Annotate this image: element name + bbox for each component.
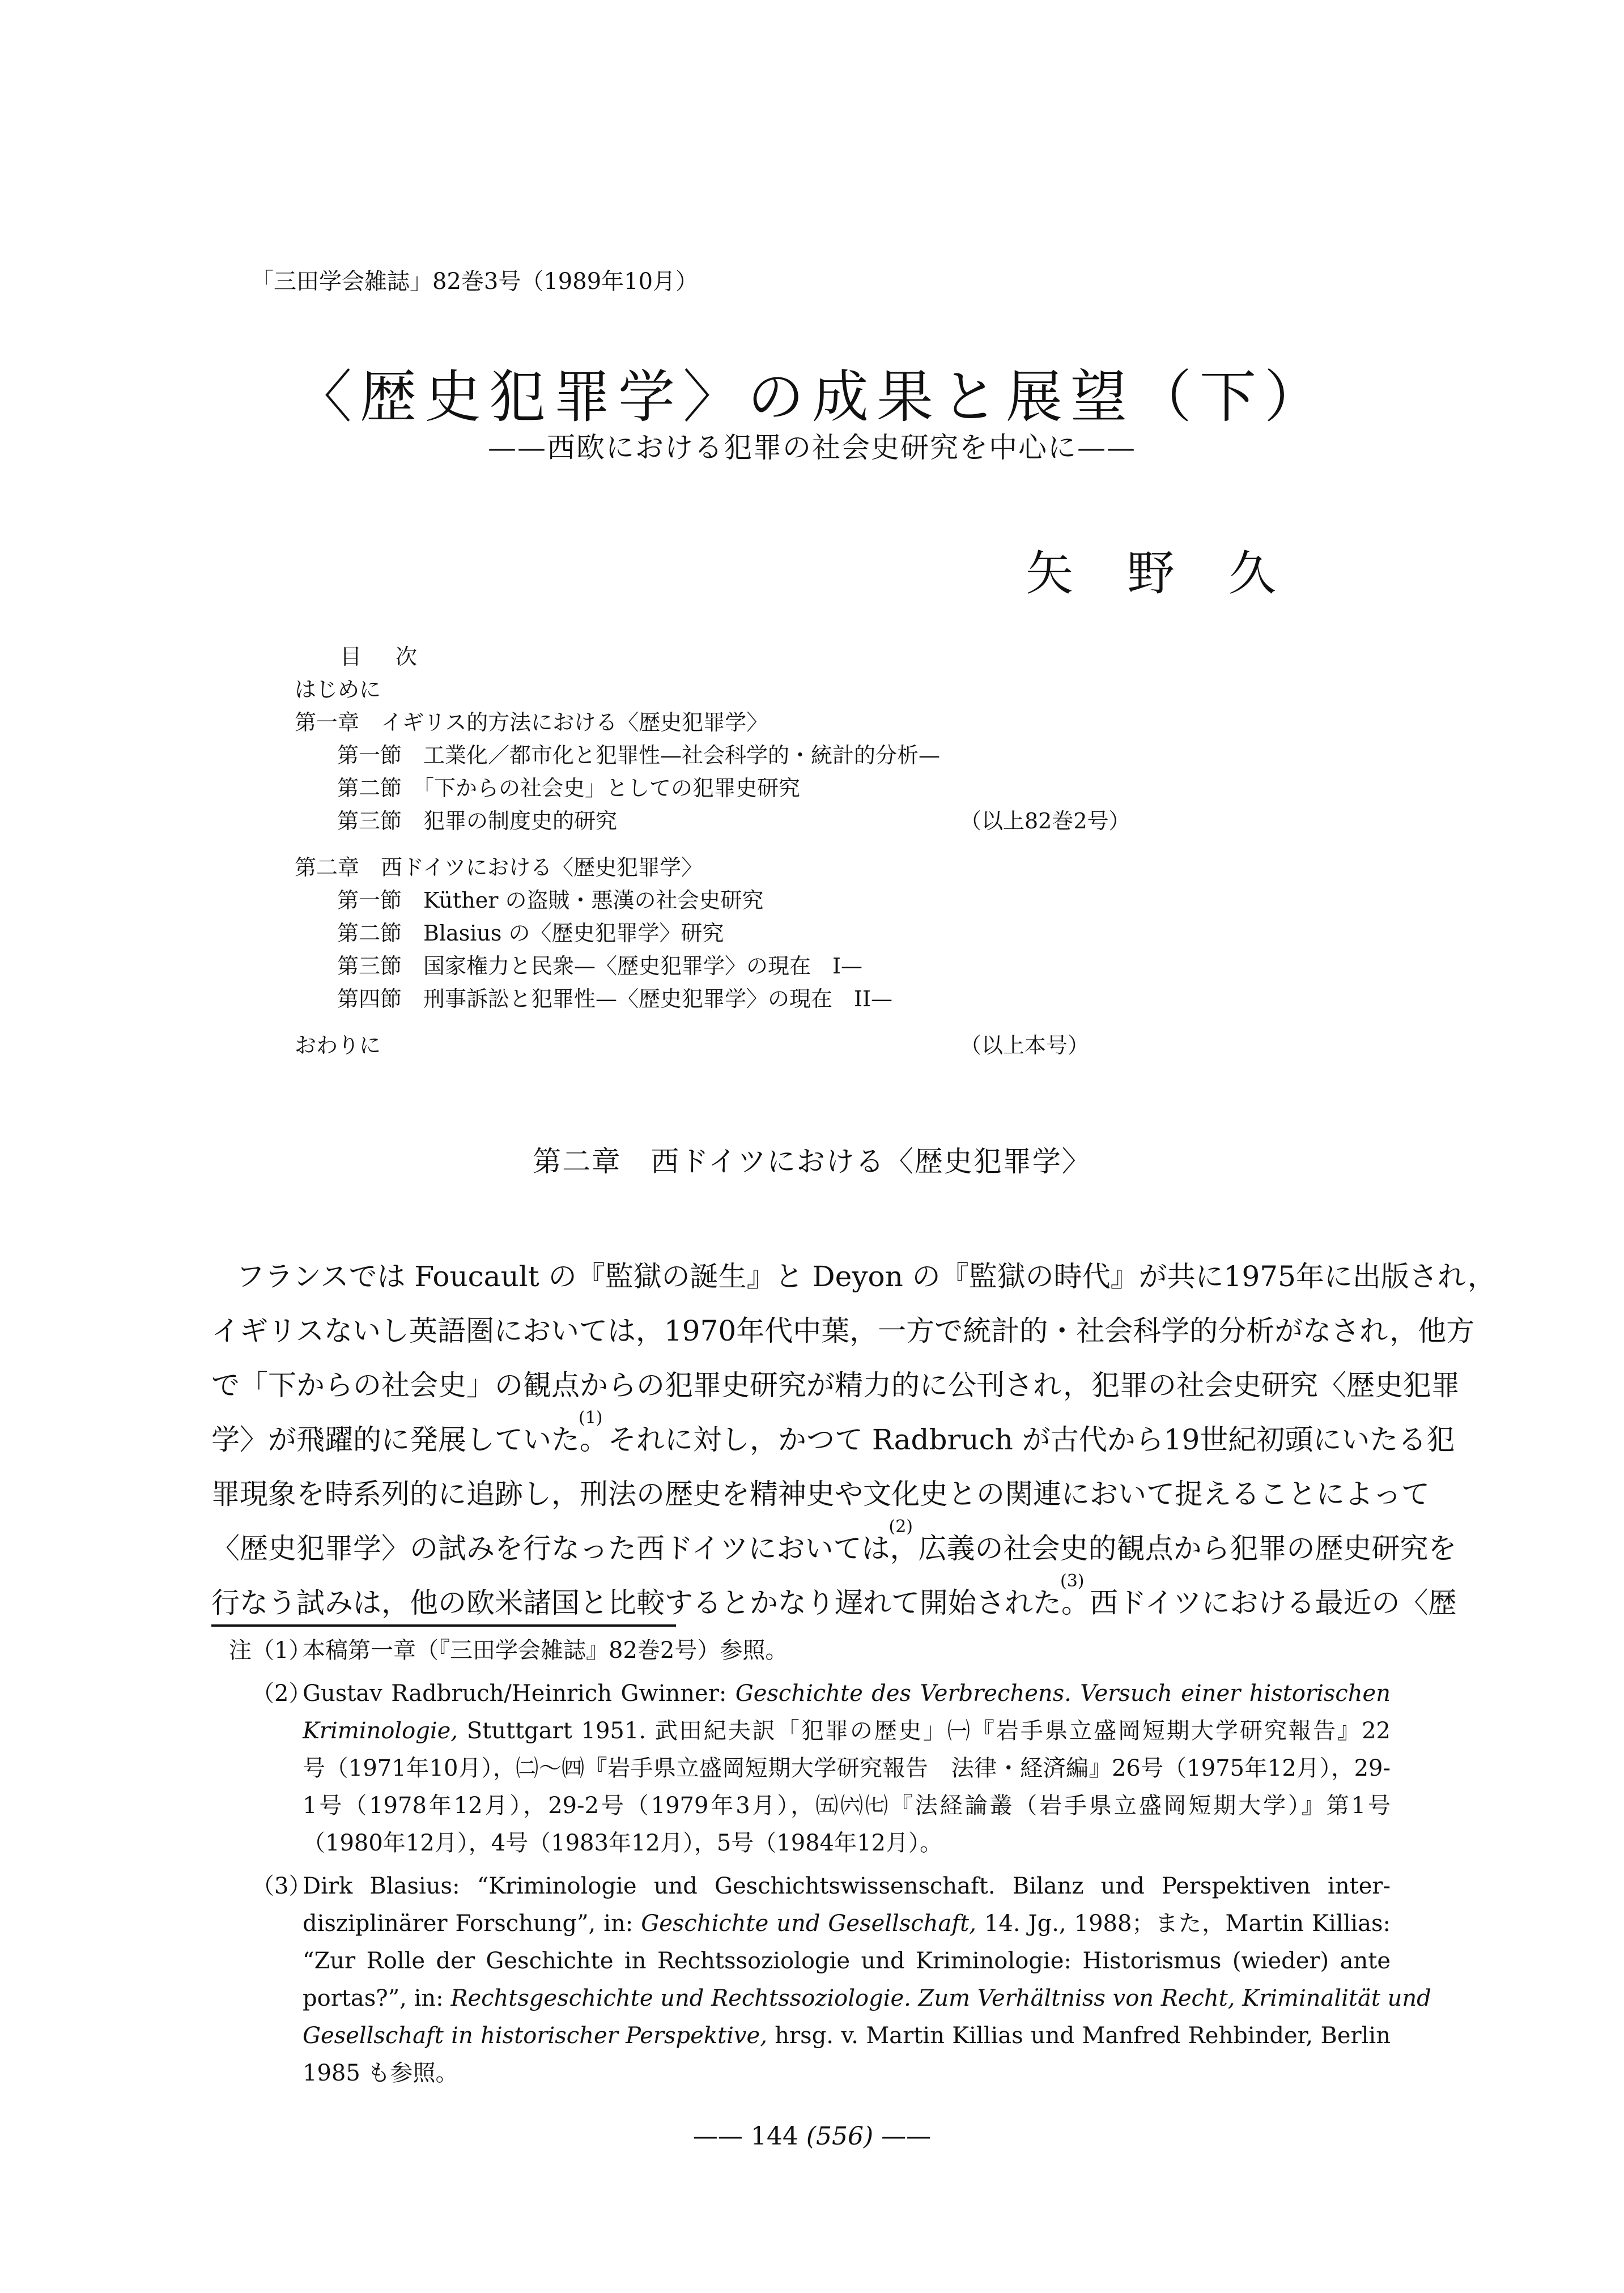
toc-entry bbox=[295, 706, 1145, 739]
footnote-label: （3） bbox=[252, 1873, 312, 1899]
footnote bbox=[229, 1675, 1391, 1862]
toc-entry bbox=[295, 884, 1145, 917]
article-subtitle: ——西欧における犯罪の社会史研究を中心に—— bbox=[488, 431, 1136, 464]
toc-entry-label: 第一節 Küther の盗賊・悪漢の社会史研究 bbox=[337, 888, 764, 913]
toc-entry bbox=[295, 851, 1145, 884]
text-segment: Gustav Radbruch/Heinrich Gwinner: bbox=[303, 1681, 736, 1707]
text-line bbox=[303, 1675, 1391, 1712]
journal-info: 「三田学会雑誌」82巻3号（1989年10月） bbox=[251, 269, 699, 295]
text-segment: 行なう試みは，他の欧米諸国と比較するとかなり遅れて開始された。 bbox=[211, 1586, 1090, 1619]
toc-entry-label: 第二章 西ドイツにおける〈歴史犯罪学〉 bbox=[295, 855, 703, 880]
page-dash-left: —— bbox=[692, 2122, 743, 2151]
text-segment: Rechtsgeschichte und Rechtssoziologie. Zum Verhältniss von Recht, Kriminalität und bbox=[450, 1985, 1431, 2011]
toc-entry bbox=[295, 982, 1145, 1015]
text-segment: portas?”, in: bbox=[303, 1985, 451, 2011]
text-segment: フランスでは Foucault の『監獄の誕生』と Deyon の『監獄の時代』が共に1975年に出版され， bbox=[236, 1260, 1496, 1293]
page-number-value: 144 bbox=[750, 2122, 798, 2151]
toc-entry-label: 第一章 イギリス的方法における〈歴史犯罪学〉 bbox=[295, 710, 768, 735]
text-line bbox=[211, 1249, 1496, 1304]
text-segment: で「下からの社会史」の観点からの犯罪史研究が精力的に公刊され，犯罪の社会史研究〈歴史犯罪 bbox=[211, 1369, 1460, 1402]
footnote-divider bbox=[211, 1624, 676, 1627]
text-line bbox=[211, 1467, 1430, 1521]
toc-entry bbox=[295, 950, 1145, 982]
text-segment: Geschichte des Verbrechens. Versuch einer historischen bbox=[735, 1681, 1391, 1707]
toc-entry bbox=[295, 739, 1145, 772]
footnote-label: （2） bbox=[252, 1681, 312, 1707]
text-segment: イギリスないし英語圏においては，1970年代中葉，一方で統計的・社会科学的分析がなされ，他方 bbox=[211, 1314, 1475, 1347]
text-line bbox=[303, 2054, 1391, 2092]
text-line: 行なう試みは，他の欧米諸国と比較するとかなり遅れて開始された。(3)西ドイツにおける最近の〈歴 bbox=[211, 1571, 1457, 1619]
text-segment: Kriminologie, bbox=[303, 1718, 458, 1744]
text-line bbox=[303, 1824, 1391, 1862]
text-line bbox=[211, 1358, 1460, 1413]
text-segment: Gesellschaft in historischer Perspektive, bbox=[303, 2023, 767, 2049]
text-segment: それに対し，かつて Radbruch が古代から19世紀初頭にいたる犯 bbox=[608, 1423, 1455, 1456]
text-line: 学〉が飛躍的に発展していた。(1)それに対し，かつて Radbruch が古代から19世紀初頭にいたる犯 bbox=[211, 1408, 1455, 1456]
text-line bbox=[303, 1787, 1391, 1824]
text-line bbox=[303, 1750, 1391, 1787]
original-page-number: (556) bbox=[806, 2122, 874, 2151]
text-segment: 1985 も参照。 bbox=[303, 2060, 458, 2086]
article-title: 〈歴史犯罪学〉の成果と展望（下） bbox=[295, 364, 1329, 430]
toc-entry-label: 第三節 犯罪の制度史的研究 bbox=[337, 809, 618, 833]
chapter-heading: 第二章 西ドイツにおける〈歴史犯罪学〉 bbox=[533, 1145, 1091, 1178]
text-segment: 西ドイツにおける最近の〈歴 bbox=[1090, 1586, 1457, 1619]
text-line bbox=[303, 1867, 1391, 1905]
text-line bbox=[303, 1632, 1391, 1669]
text-segment: 罪現象を時系列的に追跡し，刑法の歴史を精神史や文化史との関連において捉えることによって bbox=[211, 1478, 1430, 1511]
footnotes bbox=[229, 1632, 1431, 2098]
text-line bbox=[303, 2017, 1391, 2054]
text-line bbox=[303, 1942, 1391, 1980]
table-of-contents bbox=[295, 640, 1145, 1062]
page-dash-right: —— bbox=[881, 2122, 932, 2151]
text-segment: 〈歴史犯罪学〉の試みを行なった西ドイツにおいては， bbox=[211, 1532, 919, 1565]
text-segment: 本稿第一章（『三田学会雑誌』82巻2号）参照。 bbox=[303, 1637, 788, 1664]
text-segment: hrsg. v. Martin Killias und Manfred Rehbinder, Berlin bbox=[767, 2023, 1391, 2049]
toc-entry-label: はじめに bbox=[295, 677, 381, 702]
toc-entry bbox=[295, 673, 1145, 706]
text-segment: 14. Jg., 1988；また，Martin Killias: bbox=[976, 1911, 1391, 1937]
toc-entry bbox=[295, 772, 1145, 805]
toc-volume-note: （以上82巻2号） bbox=[960, 809, 1130, 833]
toc-entry-label: 第二節 「下からの社会史」としての犯罪史研究 bbox=[337, 776, 801, 801]
text-segment: 学〉が飛躍的に発展していた。 bbox=[211, 1423, 608, 1456]
text-line bbox=[303, 1905, 1391, 1942]
text-line bbox=[303, 1980, 1431, 2017]
text-segment: Dirk Blasius: “Kriminologie und Geschichtswissenschaft. Bilanz und Perspektiven inter- bbox=[303, 1873, 1391, 1899]
footnote-label: 注（1） bbox=[229, 1637, 312, 1664]
toc-entry-label: 第二節 Blasius の〈歴史犯罪学〉研究 bbox=[337, 921, 724, 946]
text-line: 〈歴史犯罪学〉の試みを行なった西ドイツにおいては，(2)広義の社会史的観点から犯罪の歴史研究を bbox=[211, 1517, 1457, 1565]
text-segment: Stuttgart 1951. 武田紀夫訳「犯罪の歴史」㈠『岩手県立盛岡短期大学研究報告』22 bbox=[458, 1718, 1391, 1744]
toc-entry bbox=[295, 805, 1145, 837]
text-segment: disziplinärer Forschung”, in: bbox=[303, 1911, 641, 1937]
toc-entry-label: 第一節 工業化／都市化と犯罪性—社会科学的・統計的分析— bbox=[337, 743, 941, 768]
footnote bbox=[229, 1867, 1431, 2092]
toc-entry-label: 第四節 刑事訴訟と犯罪性—〈歴史犯罪学〉の現在 II— bbox=[337, 986, 893, 1011]
text-segment: 号（1971年10月），㈡〜㈣『岩手県立盛岡短期大学研究報告 法律・経済編』26号（1975年12月），29- bbox=[303, 1755, 1391, 1781]
body-text bbox=[211, 1249, 1496, 1630]
toc-entry-label: 第三節 国家権力と民衆—〈歴史犯罪学〉の現在 I— bbox=[337, 954, 863, 979]
toc-entry bbox=[295, 1029, 1145, 1062]
page-number bbox=[0, 2122, 1624, 2151]
text-segment: Geschichte und Gesellschaft, bbox=[641, 1911, 976, 1937]
toc-entry-label: おわりに bbox=[295, 1033, 381, 1058]
author-name: 矢野久 bbox=[1026, 546, 1330, 601]
footnote bbox=[229, 1632, 1391, 1669]
toc-heading: 目次 bbox=[340, 644, 452, 669]
text-line bbox=[303, 1712, 1391, 1750]
toc-volume-note: （以上本号） bbox=[960, 1033, 1090, 1058]
text-line bbox=[211, 1304, 1475, 1358]
text-segment: 1号（1978年12月），29-2号（1979年3月），㈤㈥㈦『法経論叢（岩手県立盛岡短期大学）』第1号 bbox=[303, 1793, 1391, 1819]
toc-entry bbox=[295, 917, 1145, 950]
text-segment: 広義の社会史的観点から犯罪の歴史研究を bbox=[918, 1532, 1457, 1565]
text-segment: （1980年12月），4号（1983年12月），5号（1984年12月）。 bbox=[303, 1830, 942, 1856]
text-segment: “Zur Rolle der Geschichte in Rechtssoziologie und Kriminologie: Historismus (wieder) ante bbox=[303, 1948, 1391, 1974]
